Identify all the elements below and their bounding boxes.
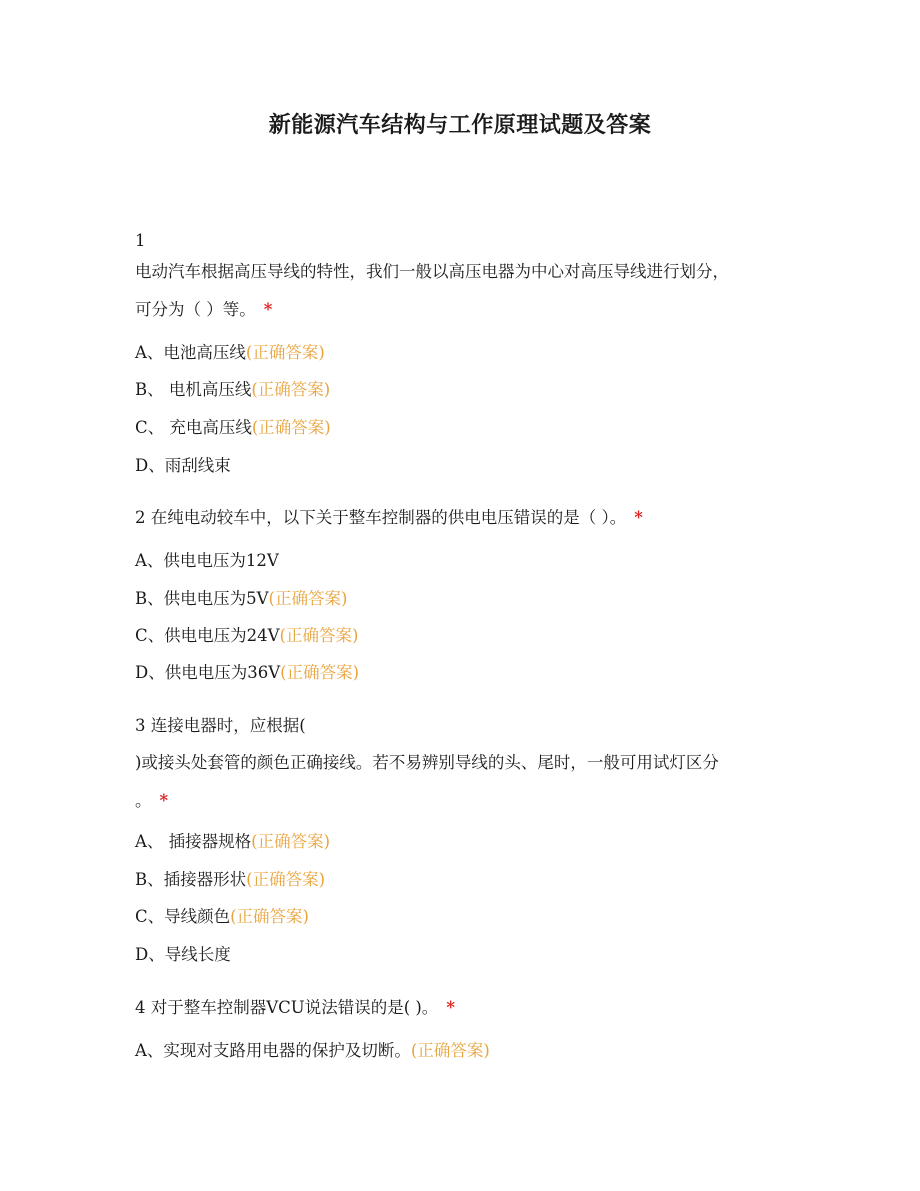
option-label: B、供电电压为5V <box>135 589 269 608</box>
question-3-option-b <box>135 869 325 891</box>
question-4-text <box>135 997 455 1019</box>
correct-answer-tag: (正确答案) <box>251 418 331 437</box>
question-3-text-line1: 3 连接电器时，应根据( <box>135 716 306 735</box>
correct-answer-tag: (正确答案) <box>251 832 331 851</box>
required-mark: * <box>634 508 643 527</box>
question-1-option-b <box>135 379 330 401</box>
question-3-text-line2: )或接头处套管的颜色正确接线。若不易辨别导线的头、尾时，一般可用试灯区分 <box>135 753 719 772</box>
question-2-option-c <box>135 625 358 647</box>
question-3-option-d <box>135 944 231 966</box>
question-4-text-content: 4 对于整车控制器VCU说法错误的是( )。 <box>135 998 439 1017</box>
option-label: C、 充电高压线 <box>135 418 252 437</box>
question-1-text-line2 <box>135 299 272 321</box>
question-2-text-content: 2 在纯电动较车中，以下关于整车控制器的供电电压错误的是（ ）。 <box>135 508 627 527</box>
correct-answer-tag: (正确答案) <box>251 380 331 399</box>
option-label: D、导线长度 <box>135 945 231 964</box>
question-3-option-c <box>135 906 309 928</box>
correct-answer-tag: (正确答案) <box>245 343 325 362</box>
question-2-option-b <box>135 588 347 610</box>
correct-answer-tag: (正确答案) <box>410 1041 490 1060</box>
option-label: A、 插接器规格 <box>135 832 252 851</box>
question-3-text-line3-content: 。 <box>135 791 152 810</box>
document-title: 新能源汽车结构与工作原理试题及答案 <box>268 112 652 138</box>
question-4-option-a <box>135 1040 490 1062</box>
option-label: C、导线颜色 <box>135 907 231 926</box>
correct-answer-tag: (正确答案) <box>230 907 309 926</box>
question-2-option-d <box>135 662 359 684</box>
option-label: A、实现对支路用电器的保护及切断。 <box>135 1041 411 1060</box>
option-label: B、插接器形状 <box>135 870 247 889</box>
option-label: B、 电机高压线 <box>135 380 252 399</box>
question-2-option-a <box>135 550 279 572</box>
question-1-text-line2-content: 可分为（ ）等。 <box>135 300 256 319</box>
correct-answer-tag: (正确答案) <box>279 626 359 645</box>
option-label: A、供电电压为12V <box>135 551 279 570</box>
question-1-option-a <box>135 342 325 364</box>
option-label: D、雨刮线束 <box>135 456 231 475</box>
option-label: C、供电电压为24V <box>135 626 280 645</box>
option-label: A、电池高压线 <box>135 343 246 362</box>
question-2-text <box>135 507 643 529</box>
question-1-number: 1 <box>135 231 146 250</box>
correct-answer-tag: (正确答案) <box>280 663 360 682</box>
question-1-text-line1: 电动汽车根据高压导线的特性，我们一般以高压电器为中心对高压导线进行划分， <box>135 262 729 281</box>
required-mark: * <box>159 791 169 810</box>
required-mark: * <box>446 998 455 1017</box>
question-3-option-a <box>135 831 330 853</box>
option-label: D、供电电压为36V <box>135 663 281 682</box>
question-1-option-d <box>135 455 231 477</box>
correct-answer-tag: (正确答案) <box>268 589 348 608</box>
correct-answer-tag: (正确答案) <box>246 870 326 889</box>
question-1-option-c <box>135 417 331 439</box>
question-3-text-line3 <box>135 790 168 812</box>
required-mark: * <box>263 300 273 319</box>
